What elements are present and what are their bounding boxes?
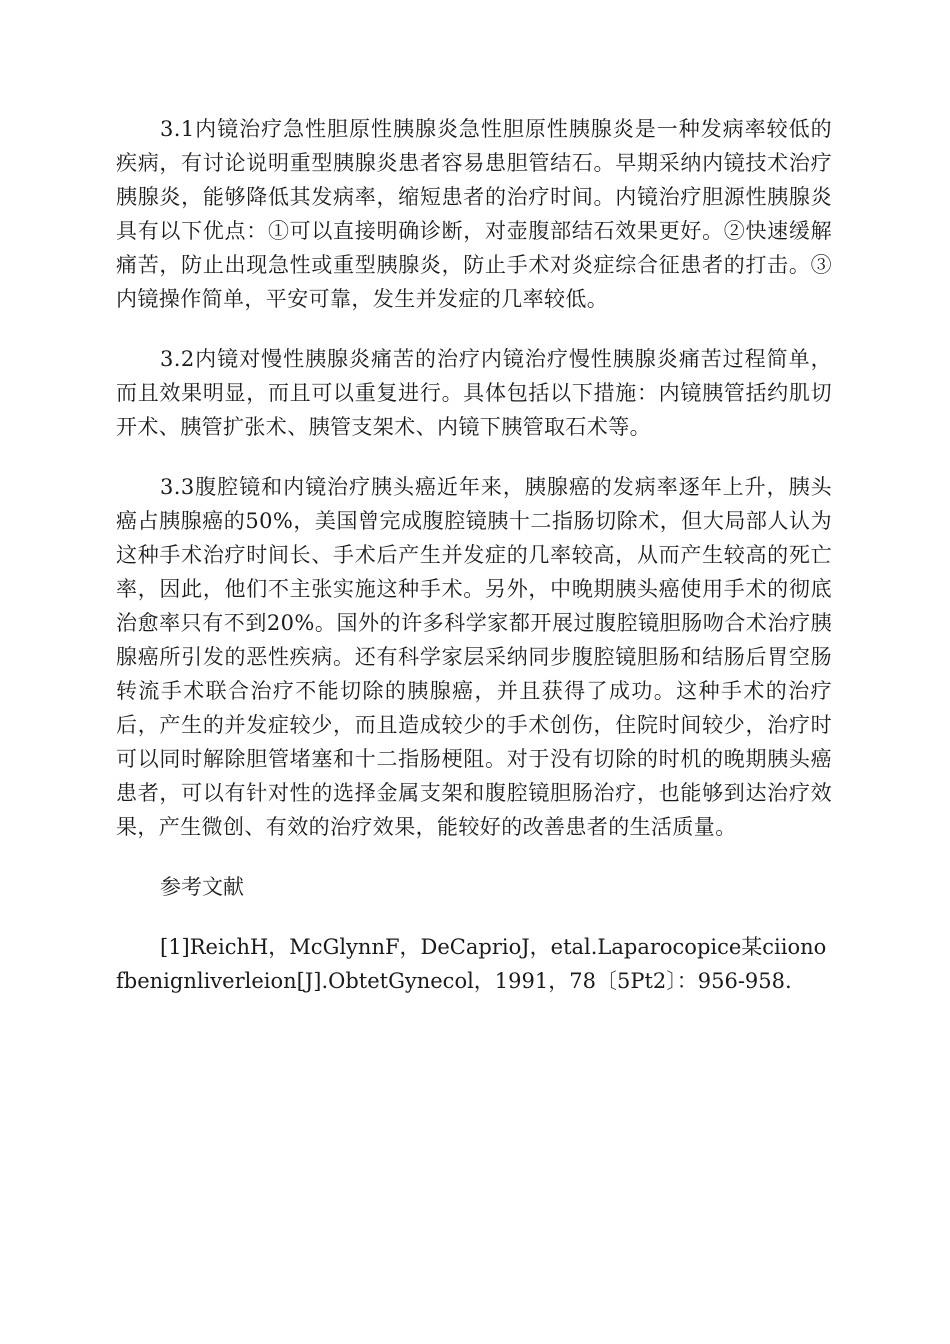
- references-heading: 参考文献: [160, 875, 244, 899]
- paragraph-3-3: 3.3腹腔镜和内镜治疗胰头癌近年来，胰腺癌的发病率逐年上升，胰头癌占胰腺癌的50%，美国曾完成腹腔镜胰十二指肠切除术，但大局部人认为这种手术治疗时间长、手术后产生并发症的几率较高，从而产生较高的死亡率，因此，他们不主张实施这种手术。另外，中晚期胰头癌使用手术的彻底治愈率只有不到20%。国外的许多科学家都开展过腹腔镜胆肠吻合术治疗胰腺癌所引发的恶性疾病。还有科学家层采纳同步腹腔镜胆肠和结肠后胃空肠转流手术联合治疗不能切除的胰腺癌，并且获得了成功。这种手术的治疗后，产生的并发症较少，而且造成较少的手术创伤，住院时间较少，治疗时可以同时解除胆管堵塞和十二指肠梗阻。对于没有切除的时机的晚期胰头癌患者，可以有针对性的选择金属支架和腹腔镜胆肠治疗，也能够到达治疗效果，产生微创、有效的治疗效果，能较好的改善患者的生活质量。: [116, 475, 832, 839]
- reference-item: [1]ReichH，McGlynnF，DeCaprioJ，etal.Laparocopice某ciionofbenignliverleion[J].ObtetGynecol，1991，78〔5Pt2〕：956-958.: [116, 935, 827, 993]
- document-page: [116, 112, 832, 998]
- paragraph-3-1: 3.1内镜治疗急性胆原性胰腺炎急性胆原性胰腺炎是一种发病率较低的疾病，有讨论说明重型胰腺炎患者容易患胆管结石。早期采纳内镜技术治疗胰腺炎，能够降低其发病率，缩短患者的治疗时间。内镜治疗胆源性胰腺炎具有以下优点：①可以直接明确诊断，对壶腹部结石效果更好。②快速缓解痛苦，防止出现急性或重型胰腺炎，防止手术对炎症综合征患者的打击。③内镜操作简单，平安可靠，发生并发症的几率较低。: [116, 117, 832, 311]
- paragraph-3-2: 3.2内镜对慢性胰腺炎痛苦的治疗内镜治疗慢性胰腺炎痛苦过程简单，而且效果明显，而且可以重复进行。具体包括以下措施：内镜胰管括约肌切开术、胰管扩张术、胰管支架术、内镜下胰管取石术等。: [116, 347, 832, 439]
